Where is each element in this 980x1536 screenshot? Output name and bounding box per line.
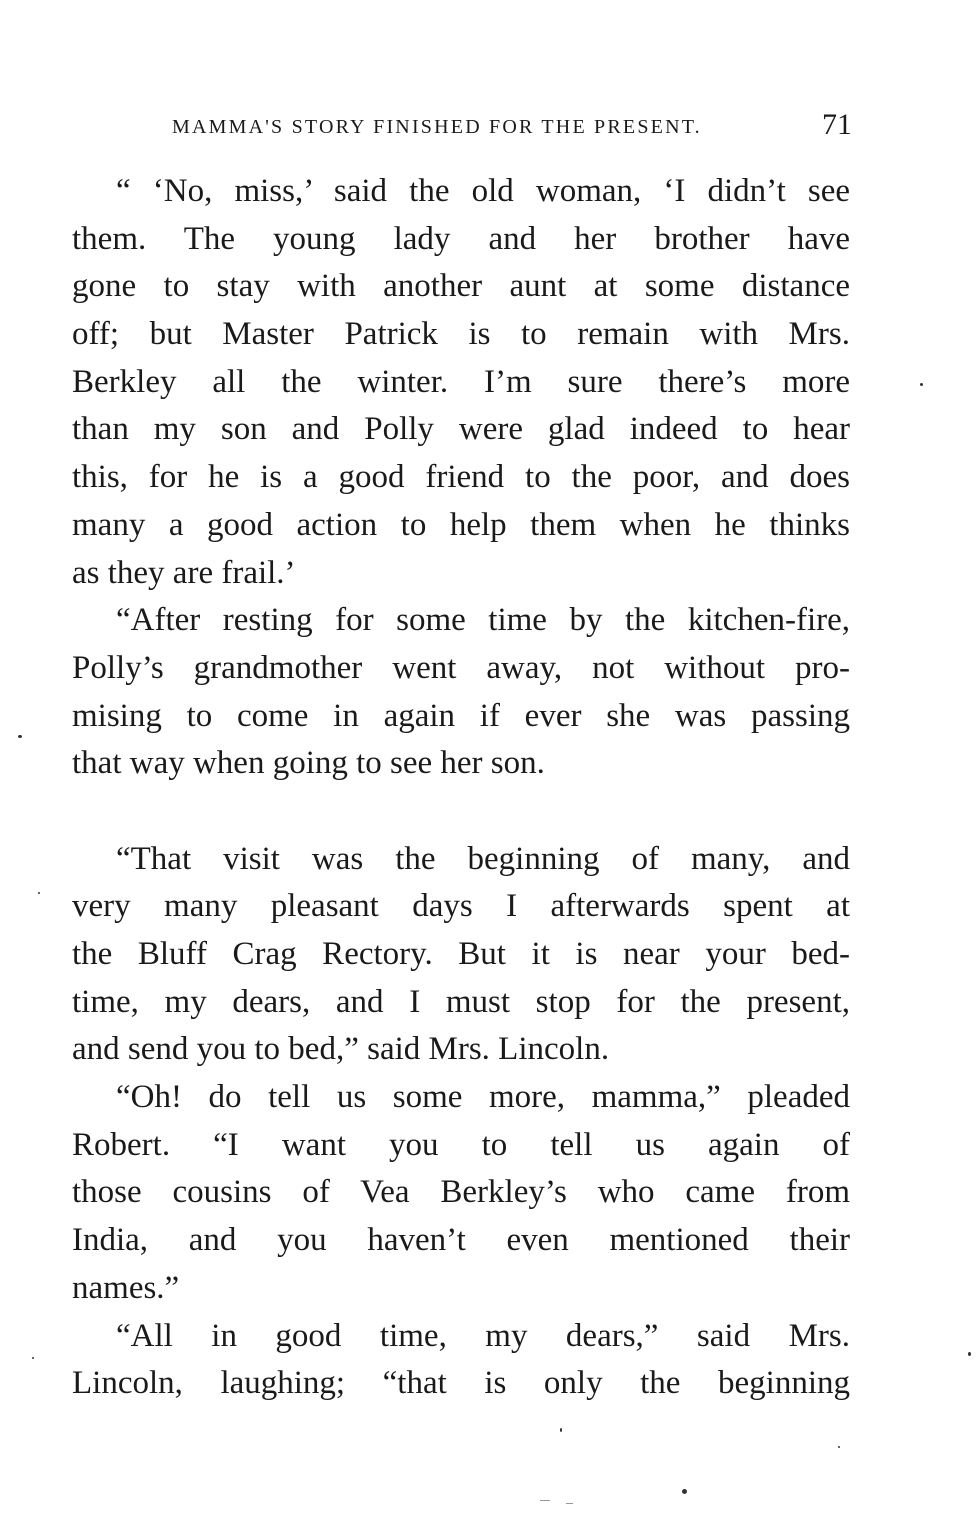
body-text [72, 168, 850, 1408]
text-line: “That visit was the beginning of many, and [116, 840, 850, 877]
text-line: as they are frail.’ [72, 554, 296, 591]
text-line: “After resting for some time by the kitchen-fire, [116, 602, 850, 639]
page-number: 71 [822, 108, 852, 141]
scan-speck [32, 1357, 34, 1359]
section-break [72, 788, 850, 836]
text-line: many a good action to help them when he thinks [72, 506, 850, 543]
scan-speck [18, 735, 22, 738]
running-head [72, 108, 852, 142]
text-line: the Bluff Crag Rectory. But it is near your bed- [72, 936, 850, 972]
paragraph-2 [72, 597, 850, 788]
paragraph-5 [72, 1313, 850, 1408]
scan-speck [838, 1446, 840, 1448]
text-line: Lincoln, laughing; “that is only the beginning [72, 1365, 850, 1402]
text-line: this, for he is a good friend to the poor, and does [72, 459, 850, 496]
text-line: them. The young lady and her brother have [72, 220, 850, 257]
text-line: that way when going to see her son. [72, 745, 545, 782]
scan-speck [920, 383, 923, 386]
scan-speck [682, 1489, 687, 1494]
paragraph-1 [72, 168, 850, 597]
text-line: Polly’s grandmother went away, not without pro- [72, 649, 850, 686]
scan-speck [968, 1352, 971, 1356]
scan-speck [566, 1503, 573, 1504]
scan-speck [38, 892, 40, 894]
text-line: “All in good time, my dears,” said Mrs. [116, 1317, 850, 1354]
paragraph-4 [72, 1074, 850, 1312]
text-line: than my son and Polly were glad indeed to hear [72, 411, 850, 448]
running-title: MAMMA'S STORY FINISHED FOR THE PRESENT. [172, 116, 702, 138]
paragraph-3 [72, 836, 850, 1074]
text-line: those cousins of Vea Berkley’s who came from [72, 1174, 850, 1211]
text-line: “ ‘No, miss,’ said the old woman, ‘I didn’t see [116, 173, 850, 209]
text-line: “Oh! do tell us some more, mamma,” pleaded [116, 1079, 850, 1116]
text-line: and send you to bed,” said Mrs. Lincoln. [72, 1031, 610, 1068]
text-line: very many pleasant days I afterwards spent at [72, 888, 850, 925]
text-line: Berkley all the winter. I’m sure there’s more [72, 363, 850, 400]
text-line: names.” [72, 1269, 180, 1306]
scan-speck [560, 1428, 562, 1432]
text-line: time, my dears, and I must stop for the present, [72, 983, 850, 1020]
text-line: off; but Master Patrick is to remain with Mrs. [72, 316, 850, 353]
text-line: India, and you haven’t even mentioned their [72, 1222, 850, 1259]
text-line: mising to come in again if ever she was passing [72, 697, 850, 734]
text-line: gone to stay with another aunt at some distance [72, 268, 850, 305]
text-line: Robert. “I want you to tell us again of [72, 1126, 850, 1163]
scan-speck [540, 1500, 550, 1501]
